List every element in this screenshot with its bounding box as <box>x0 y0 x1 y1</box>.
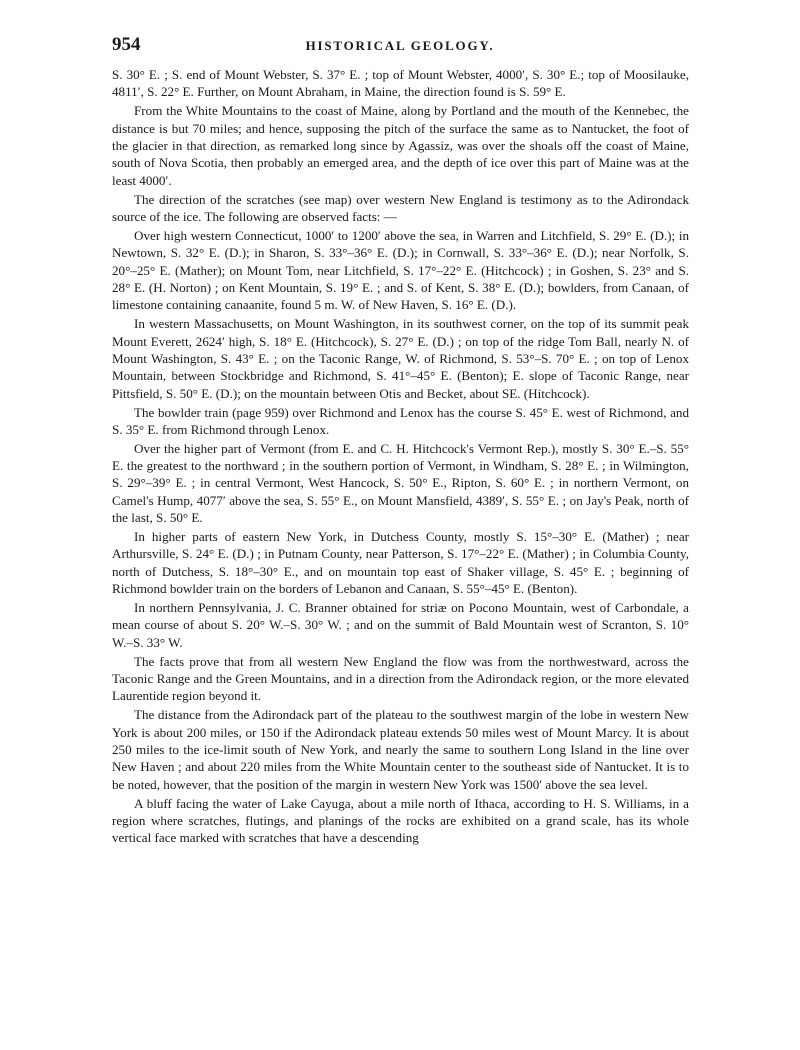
paragraph: In western Massachusetts, on Mount Washington, in its southwest corner, on the top of its summit peak Mount Everett, 2624′ high, S. 18° E. (Hitchcock), S. 27° E. (D.) ; on top of the ridge Tom Ball, nearly N. of Mount Washington, S. 43° E. ; on the Taconic Range, W. of Richmond, S. 53°–S. 70° E. ; on top of Lenox Mountain, between Stockbridge and Richmond, S. 41°–45° E. (Benton); E. slope of Taconic Range, near Pittsfield, S. 50° E. (D.); on the mountain between Otis and Becket, about SE. (Hitchcock). <box>112 316 689 401</box>
paragraph: A bluff facing the water of Lake Cayuga, about a mile north of Ithaca, according to H. S. Williams, in a region where scratches, flutings, and planings of the rocks are exhibited on a grand scale, has its whole vertical face marked with scratches that have a descending <box>112 795 689 846</box>
paragraph: The bowlder train (page 959) over Richmond and Lenox has the course S. 45° E. west of Richmond, and S. 35° E. from Richmond through Lenox. <box>112 404 689 437</box>
paragraph: S. 30° E. ; S. end of Mount Webster, S. 37° E. ; top of Mount Webster, 4000′, S. 30° E.; top of Moosilauke, 4811′, S. 22° E. Further, on Mount Abraham, in Maine, the direction found is S. 59° E. <box>112 67 689 100</box>
page-header <box>112 34 688 56</box>
paragraph: Over the higher part of Vermont (from E. and C. H. Hitchcock's Vermont Rep.), mostly S. 30° E.–S. 55° E. the greatest to the northward ; in the southern portion of Vermont, in Windham, S. 28° E. ; in Wilmington, S. 29°–39° E. ; in central Vermont, West Hancock, S. 50° E., Ripton, S. 60° E. ; in northern Vermont, on Camel's Hump, 4077′ above the sea, S. 55° E., on Mount Mansfield, 4389′, S. 55° E. ; on Jay's Peak, north of the last, S. 50° E. <box>112 440 689 526</box>
paragraph: From the White Mountains to the coast of Maine, along by Portland and the mouth of the Kennebec, the distance is but 70 miles; and hence, supposing the pitch of the surface the same as to Nantucket, the foot of the glacier in that direction, as remarked long since by Agassiz, was over the shoals off the coast of Maine, south of Nova Scotia, then probably an emerged area, and the depth of ice over this part of Maine was at the least 4000′. <box>112 103 689 188</box>
paragraph: The direction of the scratches (see map) over western New England is testimony as to the Adirondack source of the ice. The following are observed facts: — <box>112 191 689 224</box>
paragraph: The facts prove that from all western New England the flow was from the northwestward, across the Taconic Range and the Green Mountains, and in a direction from the Adirondack region, or the more elevated Laurentide region beyond it. <box>112 653 689 704</box>
running-head: HISTORICAL GEOLOGY. <box>305 38 495 53</box>
paragraph: Over high western Connecticut, 1000′ to 1200′ above the sea, in Warren and Litchfield, S. 29° E. (D.); in Newtown, S. 32° E. (D.); in Sharon, S. 33°–36° E. (D.); in Cornwall, S. 33°–36° E. (D.); near Norfolk, S. 20°–25° E. (Mather); on Mount Tom, near Litchfield, S. 17°–22° E. (Hitchcock) ; in Goshen, S. 23° and S. 28° E. (H. Norton) ; on Kent Mountain, S. 19° E. ; and S. of Kent, S. 38° E. (D.); bowlders, from Canaan, of limestone containing canaanite, found 5 m. W. of New Haven, S. 16° E. (D.). <box>112 227 689 313</box>
paragraph: In northern Pennsylvania, J. C. Branner obtained for striæ on Pocono Mountain, west of Carbondale, a mean course of about S. 20° W.–S. 30° W. ; and on the summit of Bald Mountain west of Scranton, S. 10° W.–S. 33° W. <box>112 600 689 650</box>
body-text <box>112 66 689 848</box>
paragraph: The distance from the Adirondack part of the plateau to the southwest margin of the lobe in western New York is about 200 miles, or 150 if the Adirondack plateau extends 50 miles west of Mount Marcy. It is about 250 miles to the ice-limit south of New York, and nearly the same to southern Long Island in the line over New Haven ; and about 220 miles from the White Mountain center to the southeast side of Nantucket. It is to be noted, however, that the position of the margin in western New York was 1500′ above the sea level. <box>112 707 689 792</box>
page-number: 954 <box>112 34 141 55</box>
paragraph: In higher parts of eastern New York, in Dutchess County, mostly S. 15°–30° E. (Mather) ; near Arthursville, S. 24° E. (D.) ; in Putnam County, near Patterson, S. 17°–22° E. (Mather) ; in Columbia County, north of Dutchess, S. 18°–30° E., and on mountain top east of Shaker village, S. 45° E. ; beginning of Richmond bowlder train on the borders of Lebanon and Canaan, S. 55°–45° E. (Benton). <box>112 529 689 597</box>
